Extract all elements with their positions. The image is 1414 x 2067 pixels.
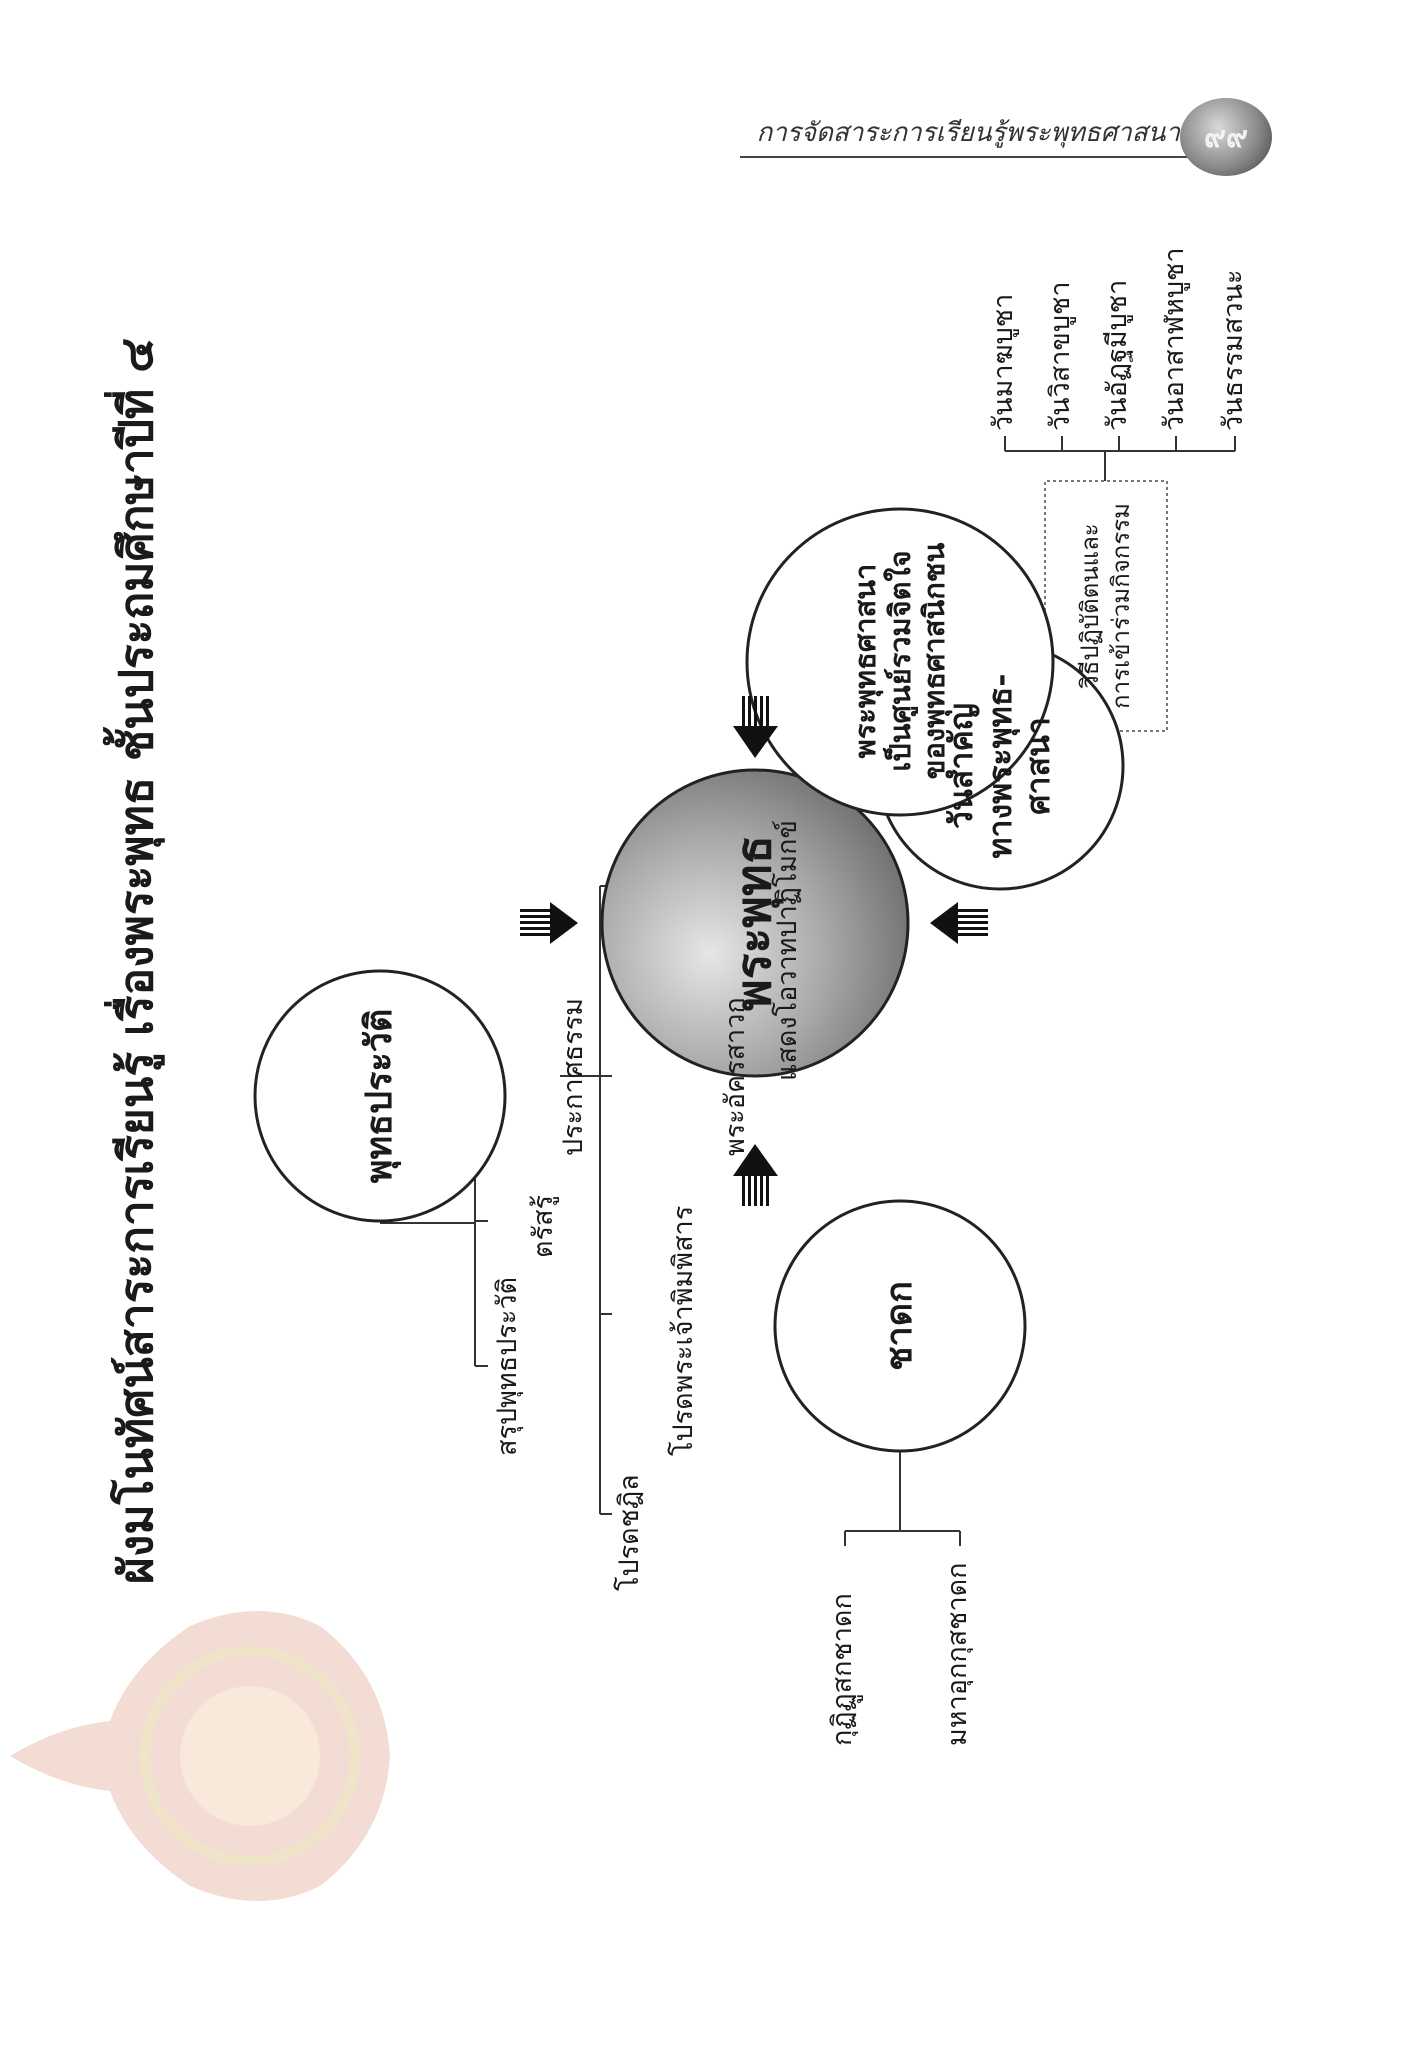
center-of-faith-line-3: ของพุทธศาสนิกชน xyxy=(917,542,952,780)
jataka-child-1: กุฏิฏูสกชาดก xyxy=(827,1593,858,1746)
holy-days-line-2: ทางพระพุทธ- xyxy=(980,673,1019,859)
jataka-child-2: มหาอุกกุสชาดก xyxy=(942,1562,973,1746)
practice-line-1: วิธีปฏิบัติตนและ xyxy=(1075,523,1104,689)
center-of-faith-line-1: พระพุทธศาสนา xyxy=(847,563,882,759)
holy-day-2: วันวิสาขบูชา xyxy=(1045,281,1076,431)
center-of-faith-label xyxy=(810,521,990,801)
center-label: พระพุทธ xyxy=(726,835,783,1011)
diagram-title: ผังมโนทัศน์สาระการเรียนรู้ เรื่องพระพุทธ ชั้นประถมศึกษาปีที่ ๔ xyxy=(109,337,163,1585)
biography-label: พุทธประวัติ xyxy=(358,1008,401,1184)
holy-day-1: วันมาฆบูชา xyxy=(988,293,1019,431)
proclaim-child-2: โปรดพระเจ้าพิมพิสาร xyxy=(668,1205,699,1456)
practice-line-2: การเข้าร่วมกิจกรรม xyxy=(1107,503,1135,709)
proclaim-child-1: โปรดชฎิล xyxy=(614,1474,645,1591)
center-of-faith-line-2: เป็นศูนย์รวมจิตใจ xyxy=(882,550,917,772)
holy-days-line-3: ศาสนา xyxy=(1019,717,1058,815)
jataka-label: ชาดก xyxy=(878,1281,921,1371)
holy-day-4: วันอาสาฬหบูชา xyxy=(1159,247,1190,431)
page-number-badge: ๙๙ xyxy=(1180,98,1272,176)
proclaim-child-3: พระอัครสาวก xyxy=(720,997,751,1156)
arrow-from-biography xyxy=(520,902,578,944)
practice-box-label xyxy=(1045,481,1167,731)
holy-day-5: วันธรรมสวนะ xyxy=(1218,269,1249,431)
holy-days-line-1: วันสำคัญ xyxy=(942,703,981,830)
arrow-from-holy-days xyxy=(930,902,988,944)
proclaim-child-4: แสดงโอวาทปาฏิโมกข์ xyxy=(772,820,803,1081)
biography-proclaim: ประกาศธรรม xyxy=(558,997,589,1156)
biography-enlightenment: ตรัสรู้ xyxy=(528,1194,559,1258)
biography-summary: สรุปพุทธประวัติ xyxy=(492,1276,523,1456)
running-header-title: การจัดสาระการเรียนรู้พระพุทธศาสนา xyxy=(756,118,1180,148)
holy-day-3: วันอัฏฐมีบูชา xyxy=(1102,279,1133,431)
